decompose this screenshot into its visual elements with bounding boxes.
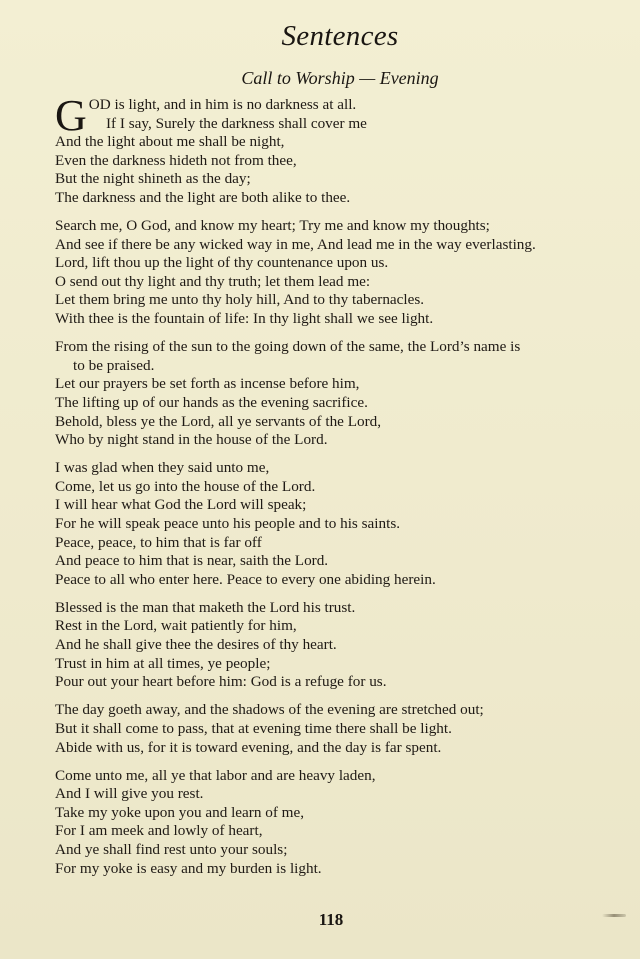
stanza bbox=[55, 599, 635, 692]
verse-line: Behold, bless ye the Lord, all ye servants of the Lord, bbox=[55, 412, 382, 430]
verse-line: Come unto me, all ye that labor and are heavy laden, bbox=[55, 766, 376, 784]
verse-line: Rest in the Lord, wait patiently for him, bbox=[55, 617, 297, 635]
stanza bbox=[55, 413, 635, 450]
verse-line: I was glad when they said unto me, bbox=[55, 459, 270, 477]
verse-line: to be praised. bbox=[73, 356, 155, 374]
verse-line: And peace to him that is near, saith the Lord. bbox=[55, 552, 329, 570]
verse-line: Pour out your heart before him: God is a refuge for us. bbox=[55, 673, 387, 691]
page-edge-mark bbox=[602, 914, 626, 917]
verse-line: Lord, lift thou up the light of thy countenance upon us. bbox=[55, 254, 389, 272]
verse-line: Come, let us go into the house of the Lord. bbox=[55, 477, 316, 495]
stanza bbox=[55, 701, 635, 757]
sentences-body bbox=[55, 91, 635, 878]
verse-line: Let our prayers be set forth as incense before him, bbox=[55, 375, 360, 393]
verse-line: Peace, peace, to him that is far off bbox=[55, 533, 262, 551]
verse-line: Search me, O God, and know my heart; Try me and know my thoughts; bbox=[55, 217, 490, 235]
verse-line: And see if there be any wicked way in me, And lead me in the way everlasting. bbox=[55, 235, 536, 253]
verse-line: OD is light, and in him is no darkness at all. bbox=[88, 96, 357, 113]
page-title: Sentences bbox=[281, 20, 399, 52]
drop-cap: G bbox=[55, 91, 87, 140]
verse-line: From the rising of the sun to the going down of the same, the Lord’s name is bbox=[55, 338, 521, 356]
verse-line: The lifting up of our hands as the evening sacrifice. bbox=[55, 393, 368, 411]
section-subtitle: Call to Worship — Evening bbox=[241, 68, 439, 88]
verse-line: And he shall give thee the desires of thy heart. bbox=[55, 636, 337, 654]
verse-line: And ye shall find rest unto your souls; bbox=[55, 840, 288, 858]
verse-line: With thee is the fountain of life: In thy light shall we see light. bbox=[55, 310, 434, 328]
verse-line: Peace to all who enter here. Peace to every one abiding herein. bbox=[55, 570, 436, 588]
verse-line: Who by night stand in the house of the Lord. bbox=[55, 431, 328, 449]
verse-line: Trust in him at all times, ye people; bbox=[55, 654, 271, 672]
page-number: 118 bbox=[318, 910, 344, 929]
stanza-opening bbox=[55, 91, 635, 208]
verse-line: For he will speak peace unto his people and to his saints. bbox=[55, 514, 401, 532]
verse-line: The day goeth away, and the shadows of the evening are stretched out; bbox=[55, 701, 484, 719]
verse-line: Take my yoke upon you and learn of me, bbox=[55, 803, 305, 821]
verse-line: Blessed is the man that maketh the Lord his trust. bbox=[55, 598, 356, 616]
verse-line: For my yoke is easy and my burden is light. bbox=[55, 859, 322, 877]
stanza bbox=[55, 459, 635, 496]
stanza bbox=[55, 767, 635, 879]
verse-line: Abide with us, for it is toward evening, and the day is far spent. bbox=[55, 738, 442, 756]
verse-line: Even the darkness hideth not from thee, bbox=[55, 151, 297, 169]
stanza bbox=[55, 254, 635, 328]
verse-line: Let them bring me unto thy holy hill, And to thy tabernacles. bbox=[55, 291, 425, 309]
stanza bbox=[55, 217, 635, 254]
verse-line: O send out thy light and thy truth; let them lead me: bbox=[55, 272, 371, 290]
verse-line: The darkness and the light are both alike to thee. bbox=[55, 188, 351, 206]
verse-line: But the night shineth as the day; bbox=[55, 170, 251, 188]
stanza bbox=[55, 496, 635, 589]
verse-line: But it shall come to pass, that at evening time there shall be light. bbox=[55, 719, 452, 737]
verse-line: If I say, Surely the darkness shall cover me bbox=[106, 114, 367, 132]
verse-line: And the light about me shall be night, bbox=[55, 133, 285, 151]
verse-line: And I will give you rest. bbox=[55, 785, 204, 803]
stanza bbox=[55, 338, 635, 412]
verse-line: I will hear what God the Lord will speak; bbox=[55, 496, 307, 514]
verse-line: For I am meek and lowly of heart, bbox=[55, 822, 263, 840]
